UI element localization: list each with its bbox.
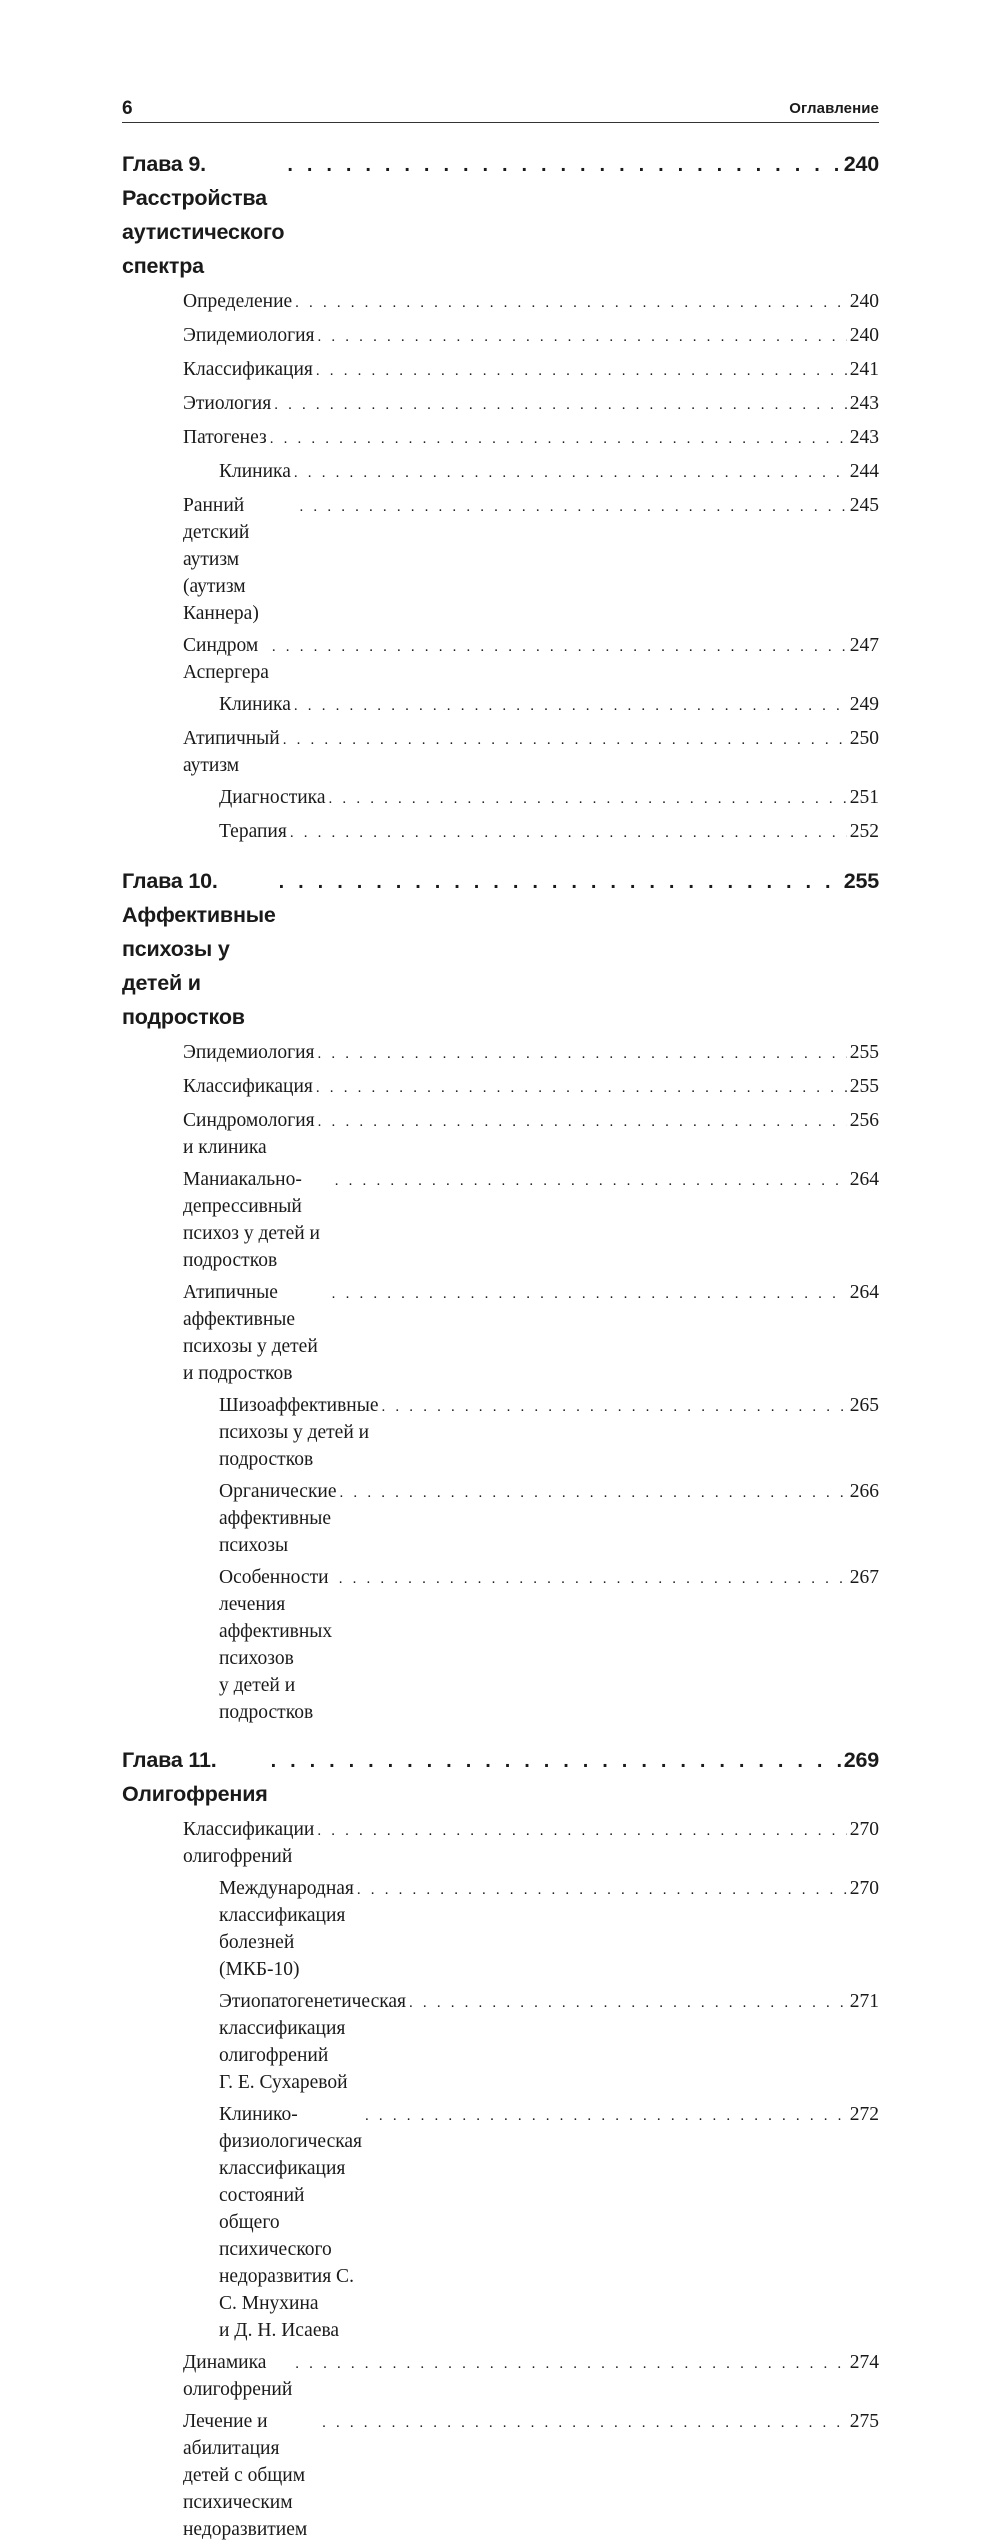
dot-leader: [365, 2103, 847, 2130]
dot-leader: [318, 1109, 847, 1136]
dot-leader: [295, 290, 847, 317]
toc-entry: [122, 1166, 879, 1274]
dot-leader: [340, 1480, 847, 1507]
page-reference: 270: [849, 1878, 879, 1899]
toc-chapter: [122, 864, 879, 1034]
dot-leader: [332, 1281, 847, 1308]
toc-entry: [122, 1478, 879, 1559]
entry-title: Диагностика: [219, 787, 326, 808]
dot-leader: [382, 1394, 847, 1421]
dot-leader: [283, 727, 847, 754]
dot-leader: [409, 1990, 847, 2017]
dot-leader: [317, 1041, 846, 1068]
page-reference: 243: [849, 427, 879, 448]
entry-title: Лечение и абилитация детей с общим психическим недоразвитием: [183, 2411, 308, 2540]
page-reference: 240: [849, 325, 879, 346]
entry-title: Классификации олигофрений: [183, 1819, 315, 1867]
dot-leader: [272, 634, 847, 661]
entry-title: Атипичный аутизм: [183, 728, 280, 776]
entry-title: Атипичные аффективные психозы у детей и подростков: [183, 1282, 318, 1384]
toc-entry: [122, 424, 879, 453]
toc-entry: [122, 632, 879, 686]
toc-entry: [122, 492, 879, 627]
entry-title: Этиология: [183, 393, 272, 414]
entry-title: Терапия: [219, 821, 287, 842]
toc-entry: [122, 1039, 879, 1068]
chapter-title: Глава 11. Олигофрения: [122, 1748, 268, 1806]
page-reference: 269: [843, 1748, 879, 1772]
page-reference: 264: [849, 1169, 879, 1190]
dot-leader: [322, 2410, 847, 2437]
toc-entry: [122, 322, 879, 351]
dot-leader: [339, 1566, 847, 1593]
page-reference: 247: [849, 635, 879, 656]
running-head-title: Оглавление: [789, 100, 879, 117]
toc-entry: [122, 458, 879, 487]
entry-title: Синдром Аспергера: [183, 635, 269, 683]
entry-title: Клинико-физиологическая классификация состояний общего психического недоразвития С. С. Мнухина и Д. Н. Исаева: [219, 2104, 363, 2341]
dot-leader: [271, 1744, 841, 1778]
entry-title: Шизоаффективные психозы у детей и подростков: [219, 1395, 379, 1470]
page-reference: 240: [849, 291, 879, 312]
dot-leader: [316, 358, 847, 385]
entry-title: Международная классификация болезней (МКБ-10): [219, 1878, 354, 1980]
entry-title: Динамика олигофрений: [183, 2352, 293, 2400]
toc-entry: [122, 1073, 879, 1102]
dot-leader: [317, 1818, 846, 1845]
toc-entry: [122, 725, 879, 779]
toc-entry: [122, 1564, 879, 1726]
page-reference: 245: [849, 495, 879, 516]
entry-title: Эпидемиология: [183, 325, 315, 346]
entry-title: Классификация: [183, 359, 313, 380]
page-reference: 251: [849, 787, 879, 808]
page-reference: 243: [849, 393, 879, 414]
page-reference: 255: [849, 1076, 879, 1097]
dot-leader: [294, 693, 847, 720]
dot-leader: [290, 820, 847, 847]
dot-leader: [294, 460, 847, 487]
chapter-title: Глава 10. Аффективные психозы у детей и подростков: [122, 869, 276, 1029]
entry-title: Органические аффективные психозы: [219, 1481, 337, 1556]
dot-leader: [317, 324, 846, 351]
page: [122, 96, 879, 2543]
entry-title: Патогенез: [183, 427, 267, 448]
entry-title: Синдромология и клиника: [183, 1110, 315, 1158]
toc-entry: [122, 784, 879, 813]
page-reference: 255: [849, 1042, 879, 1063]
toc-entry: [122, 1279, 879, 1387]
toc-entry: [122, 2408, 879, 2543]
dot-leader: [300, 494, 847, 521]
entry-title: Эпидемиология: [183, 1042, 315, 1063]
page-reference: 244: [849, 461, 879, 482]
page-reference: 249: [849, 694, 879, 715]
page-reference: 272: [849, 2104, 879, 2125]
entry-title: Клиника: [219, 461, 291, 482]
toc-entry: [122, 1392, 879, 1473]
toc-entry: [122, 691, 879, 720]
entry-title: Ранний детский аутизм (аутизм Каннера): [183, 495, 259, 624]
toc-entry: [122, 818, 879, 847]
dot-leader: [316, 1075, 847, 1102]
dot-leader: [329, 786, 847, 813]
toc-entry: [122, 2101, 879, 2344]
page-number: 6: [122, 98, 133, 119]
page-reference: 265: [849, 1395, 879, 1416]
page-reference: 271: [849, 1991, 879, 2012]
entry-title: Клиника: [219, 694, 291, 715]
page-reference: 264: [849, 1282, 879, 1303]
toc-entry: [122, 356, 879, 385]
toc-entry: [122, 1875, 879, 1983]
toc-chapter: [122, 1743, 879, 1811]
page-reference: 274: [849, 2352, 879, 2373]
page-reference: 250: [849, 728, 879, 749]
dot-leader: [279, 865, 841, 899]
chapter-title: Глава 9. Расстройства аутистического спектра: [122, 152, 285, 278]
page-reference: 252: [849, 821, 879, 842]
page-reference: 241: [849, 359, 879, 380]
toc-entry: [122, 1816, 879, 1870]
toc-entry: [122, 288, 879, 317]
page-reference: 266: [849, 1481, 879, 1502]
entry-title: Этиопатогенетическая классификация олигофрений Г. Е. Сухаревой: [219, 1991, 407, 2093]
toc-entry: [122, 1988, 879, 2096]
dot-leader: [270, 426, 847, 453]
toc-entry: [122, 2349, 879, 2403]
dot-leader: [274, 392, 847, 419]
page-reference: 270: [849, 1819, 879, 1840]
page-reference: 275: [849, 2411, 879, 2432]
page-reference: 240: [843, 152, 879, 176]
dot-leader: [357, 1877, 847, 1904]
running-head: [122, 96, 879, 123]
page-reference: 256: [849, 1110, 879, 1131]
entry-title: Определение: [183, 291, 293, 312]
dot-leader: [335, 1168, 847, 1195]
entry-title: Особенности лечения аффективных психозов у детей и подростков: [219, 1567, 333, 1723]
page-reference: 255: [843, 869, 879, 893]
entry-title: Классификация: [183, 1076, 313, 1097]
toc-chapter: [122, 147, 879, 283]
page-reference: 267: [849, 1567, 879, 1588]
entry-title: Маниакально-депрессивный психоз у детей и подростков: [183, 1169, 320, 1271]
table-of-contents: [122, 147, 879, 2543]
dot-leader: [295, 2351, 846, 2378]
toc-entry: [122, 390, 879, 419]
dot-leader: [287, 148, 840, 182]
toc-entry: [122, 1107, 879, 1161]
